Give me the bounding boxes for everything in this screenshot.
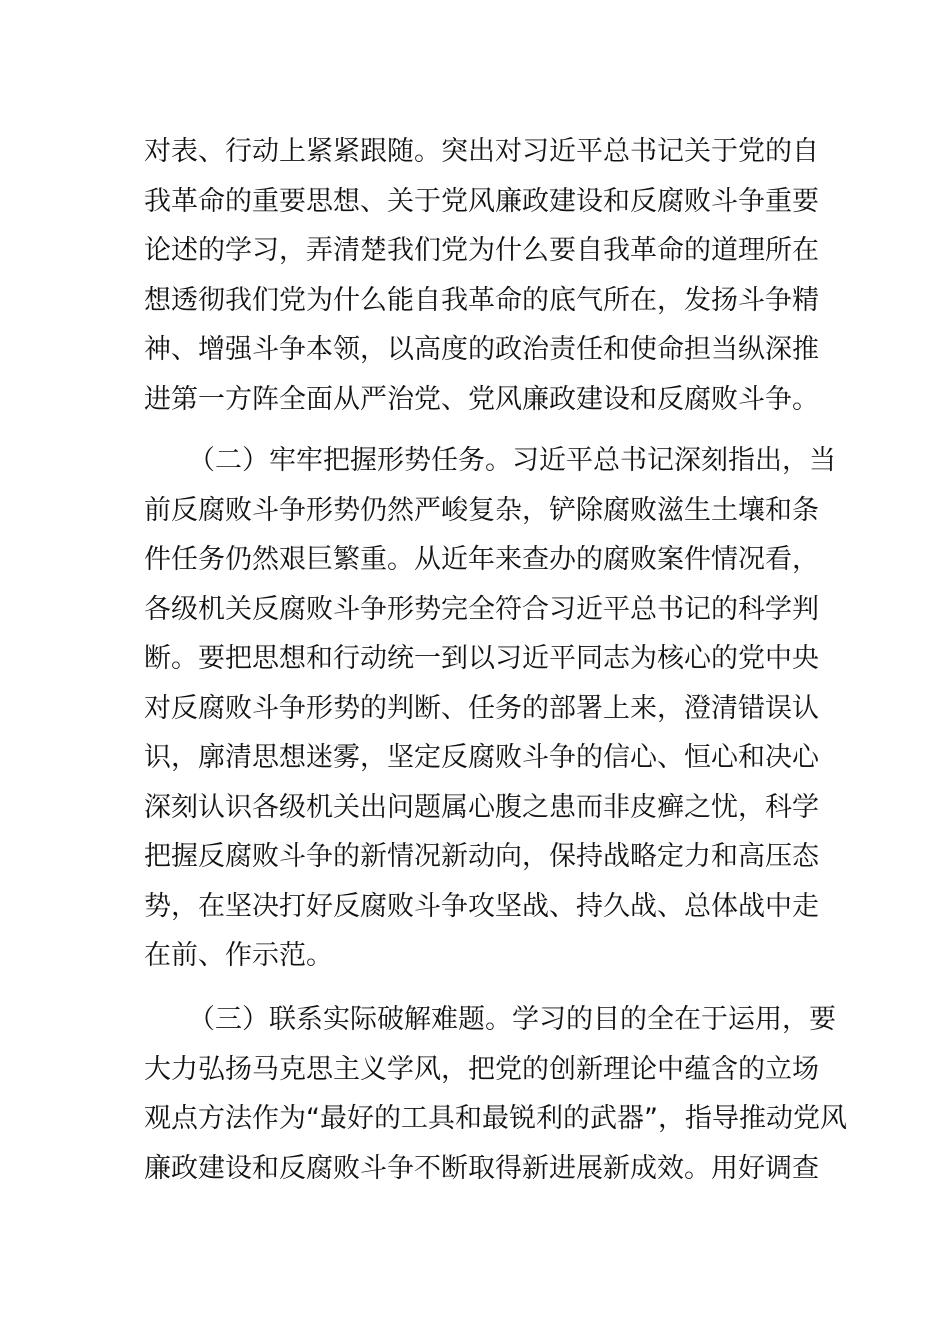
text-line: 断。要把思想和行动统一到以习近平同志为核心的党中央 bbox=[144, 643, 819, 674]
text-line: 论述的学习，弄清楚我们党为什么要自我革命的道理所在 bbox=[144, 235, 819, 266]
text-line: 对反腐败斗争形势的判断、任务的部署上来，澄清错误认 bbox=[144, 692, 819, 724]
paragraph-1 bbox=[144, 127, 819, 424]
paragraph-3 bbox=[144, 995, 847, 1193]
text-line: 观点方法作为“最好的工具和最锐利的武器”，指导推动党风 bbox=[144, 1103, 847, 1134]
text-line: 各级机关反腐败斗争形势完全符合习近平总书记的科学判 bbox=[144, 593, 819, 625]
paragraph-2 bbox=[144, 436, 836, 981]
text-line: 识，廓清思想迷雾，坚定反腐败斗争的信心、恒心和决心 bbox=[144, 742, 819, 773]
text-line: （三）联系实际破解难题。学习的目的全在于运用，要 bbox=[188, 1004, 836, 1035]
text-line: 深刻认识各级机关出问题属心腹之患而非皮癣之忧，科学 bbox=[144, 791, 819, 823]
text-line: 我革命的重要思想、关于党风廉政建设和反腐败斗争重要 bbox=[144, 185, 819, 217]
text-line: 把握反腐败斗争的新情况新动向，保持战略定力和高压态 bbox=[144, 841, 819, 872]
text-line: （二）牢牢把握形势任务。习近平总书记深刻指出，当 bbox=[188, 445, 836, 476]
text-line: 势，在坚决打好反腐败斗争攻坚战、持久战、总体战中走 bbox=[144, 890, 819, 922]
text-line: 在前、作示范。 bbox=[144, 940, 333, 971]
text-line: 件任务仍然艰巨繁重。从近年来查办的腐败案件情况看， bbox=[144, 544, 819, 575]
text-line: 想透彻我们党为什么能自我革命的底气所在，发扬斗争精 bbox=[144, 284, 819, 316]
text-line: 神、增强斗争本领，以高度的政治责任和使命担当纵深推 bbox=[144, 334, 819, 365]
text-line: 廉政建设和反腐败斗争不断取得新进展新成效。用好调查 bbox=[144, 1152, 819, 1184]
text-line: 对表、行动上紧紧跟随。突出对习近平总书记关于党的自 bbox=[144, 136, 819, 167]
text-line: 大力弘扬马克思主义学风，把党的创新理论中蕴含的立场 bbox=[144, 1053, 819, 1085]
text-line: 进第一方阵全面从严治党、党风廉政建设和反腐败斗争。 bbox=[144, 383, 819, 415]
text-line: 前反腐败斗争形势仍然严峻复杂，铲除腐败滋生土壤和条 bbox=[144, 494, 819, 526]
